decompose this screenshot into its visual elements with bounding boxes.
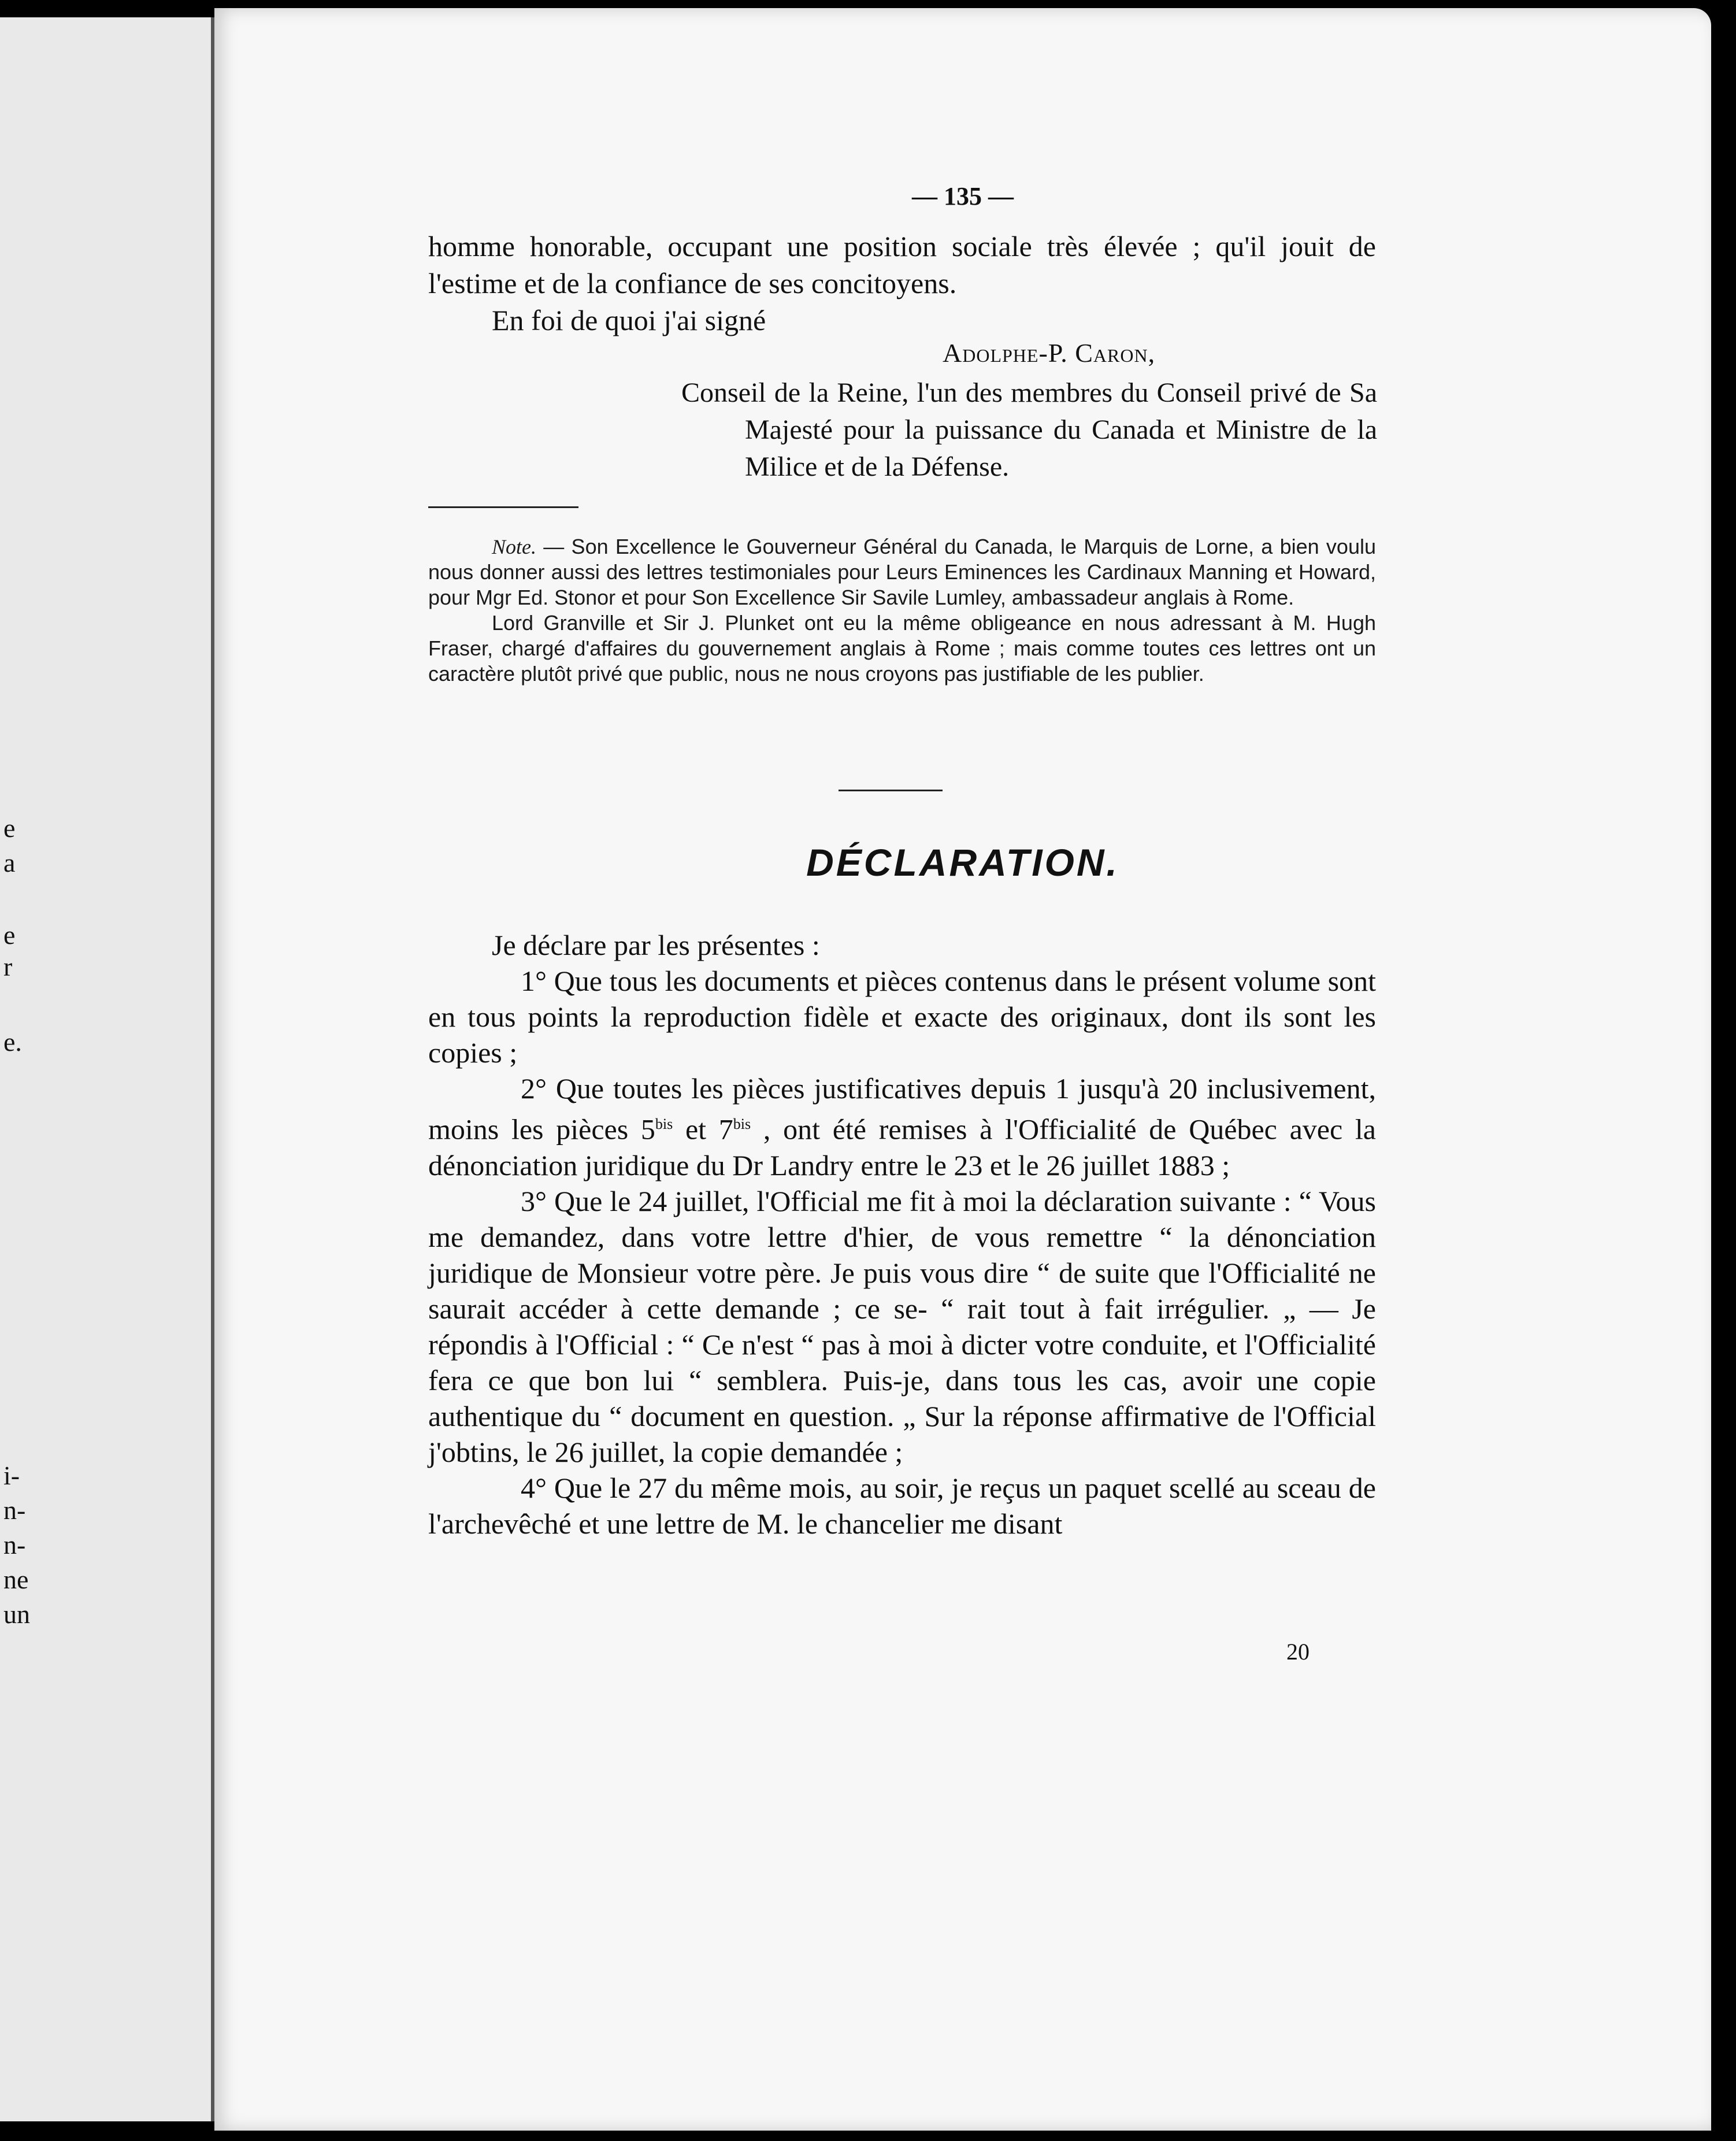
note-paragraph-1: — Son Excellence le Gouverneur Général du Canada, le Marquis de Lorne, a bien voulu nous donner aussi des lettres testimoniales pour Leurs Eminences les Cardinaux Manning et Howard, pour Mgr Ed. Stonor et pour Son Excellence Sir Savile Lumley, ambassadeur anglais à Rome. bbox=[428, 535, 1376, 609]
declaration-opening: Je déclare par les présentes : bbox=[492, 929, 820, 961]
signatory-name: Adolphe-P. Caron, bbox=[943, 338, 1156, 368]
item-2-text-b: et 7 bbox=[673, 1113, 733, 1146]
declaration-item-4: 4° Que le 27 du même mois, au soir, je reçus un paquet scellé au sceau de l'archevêché et une lettre de M. le chancelier me disant bbox=[428, 1471, 1376, 1540]
margin-char: n- bbox=[3, 1530, 26, 1560]
intro-text bbox=[428, 228, 1376, 339]
declaration-item-3: 3° Que le 24 juillet, l'Official me fit à moi la déclaration suivante : “ Vous me demandez, dans votre lettre d'hier, de vous remettre “ la dénonciation juridique de Monsieur votre père. Je puis vous dire “ de suite que l'Officialité ne saurait accéder à cette demande ; ce se- “ rait tout à fait irrégulier. „ — Je répondis à l'Official : “ Ce n'est “ pas à moi à dicter votre conduite, et l'Officialité fera ce que bon lui “ semblera. Puis-je, dans tous les cas, avoir une copie authentique du “ document en question. „ Sur la réponse affirmative de l'Official j'obtins, le 26 juillet, la copie demandée ; bbox=[428, 1184, 1376, 1468]
margin-char: a bbox=[3, 848, 16, 877]
margin-char: e bbox=[3, 920, 16, 950]
footnote bbox=[428, 534, 1376, 687]
margin-char: un bbox=[3, 1599, 30, 1629]
page bbox=[214, 8, 1711, 2131]
facing-page-margin-text bbox=[0, 17, 35, 2121]
note-paragraph-2: Lord Granville et Sir J. Plunket ont eu la même obligeance en nous adressant à M. Hugh Fraser, chargé d'affaires du gouvernement anglais à Rome ; mais comme toutes ces lettres ont un caractère plutôt privé que public, nous ne nous croyons pas justifiable de les publier. bbox=[428, 611, 1376, 686]
margin-char: e. bbox=[3, 1027, 22, 1057]
signed-line: En foi de quoi j'ai signé bbox=[492, 304, 766, 336]
signature-mark: 20 bbox=[1286, 1639, 1310, 1665]
item-2-text-c: , ont été remises à l'Officialité de Québec avec la dénonciation juridique du Dr Landry entre le 23 et le 26 juillet 1883 ; bbox=[428, 1113, 1376, 1181]
superscript-bis: bis bbox=[655, 1116, 673, 1132]
signatory-title: Conseil de la Reine, l'un des membres du Conseil privé de Sa Majesté pour la puissance du Canada et Ministre de la Milice et de la Défense. bbox=[681, 377, 1377, 482]
intro-paragraph: homme honorable, occupant une position sociale très élevée ; qu'il jouit de l'estime et de la confiance de ses concitoyens. bbox=[428, 230, 1376, 299]
margin-char: ne bbox=[3, 1565, 29, 1594]
facing-page bbox=[0, 17, 214, 2121]
note-label: Note. bbox=[492, 535, 536, 558]
declaration-item-2 bbox=[428, 1070, 1376, 1183]
section-divider bbox=[839, 790, 943, 791]
section-heading: DÉCLARATION. bbox=[806, 841, 1119, 884]
superscript-bis: bis bbox=[733, 1116, 751, 1132]
margin-char: n- bbox=[3, 1495, 26, 1525]
divider bbox=[428, 506, 578, 508]
page-number: — 135 — bbox=[912, 182, 1014, 210]
margin-char: r bbox=[3, 952, 13, 981]
margin-char: e bbox=[3, 813, 16, 843]
item-2-text-a: 2° Que toutes les pièces justificatives depuis 1 jusqu'à 20 inclusivement, moins les pièces 5 bbox=[428, 1072, 1376, 1146]
margin-char: i- bbox=[3, 1461, 20, 1490]
declaration-body bbox=[428, 927, 1376, 1542]
declaration-item-1: 1° Que tous les documents et pièces contenus dans le présent volume sont en tous points la reproduction fidèle et exacte des originaux, dont ils sont les copies ; bbox=[428, 965, 1376, 1069]
